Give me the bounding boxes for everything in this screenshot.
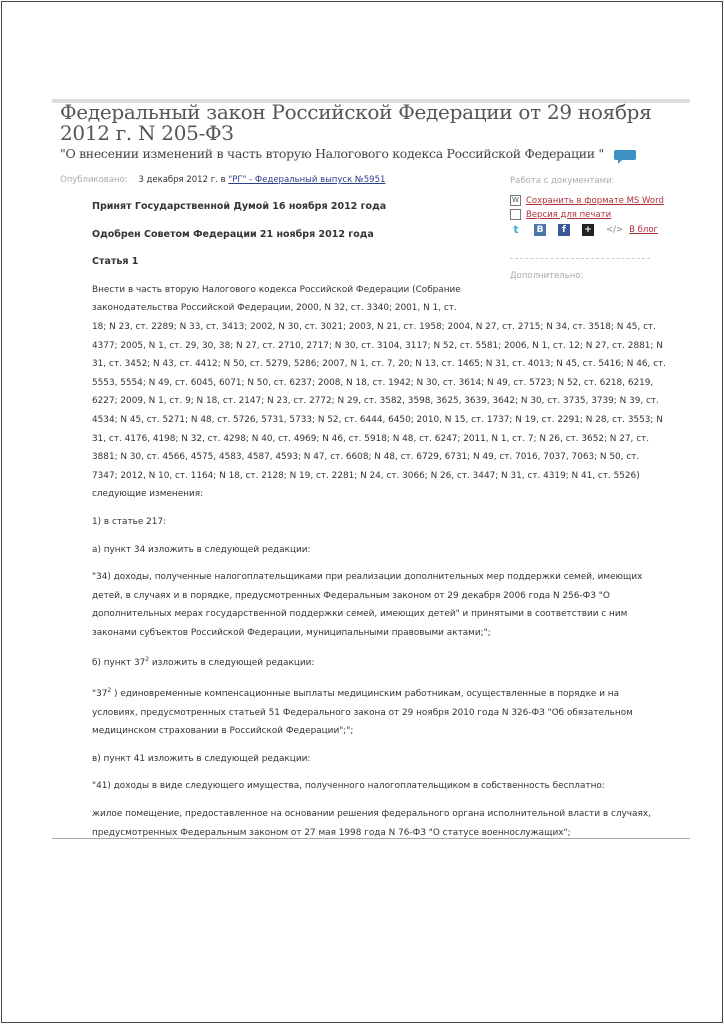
paragraph-intro xyxy=(92,281,667,504)
save-word-link[interactable]: Сохранить в формате MS Word xyxy=(526,195,664,206)
item-b-post: изложить в следующей редакции: xyxy=(149,658,315,669)
item-b-pre: б) пункт 37 xyxy=(92,658,146,669)
article-heading: Статья 1 xyxy=(92,256,139,268)
item-b-text-pre: "37 xyxy=(92,689,108,699)
embed-icon: </> xyxy=(606,225,624,235)
sup: 2 xyxy=(145,656,150,664)
blog-link[interactable]: В блог xyxy=(629,225,658,235)
comment-icon[interactable] xyxy=(614,150,636,160)
print-version-link[interactable]: Версия для печати xyxy=(526,209,612,220)
housing-text: жилое помещение, предоставленное на основании решения федерального органа исполнительной власти в случаях, предусмотренных Федеральным законом от 27 мая 1998 года N 76-ФЗ "О статусе военнослужащих"; xyxy=(92,808,651,838)
item-b-text-post: ) единовременные компенсационные выплаты медицинским работникам, осуществленные в порядке и на условиях, предусмотренных статьей 51 Федерального закона от 29 ноября 2010 года N 326-ФЗ "Об обязательном медицинском страховании в Российской Федерации";"; xyxy=(92,689,633,737)
page-title: Федеральный закон Российской Федерации от 29 ноября 2012 г. N 205-ФЗ xyxy=(60,100,652,145)
twitter-icon[interactable]: t xyxy=(513,223,519,236)
page-subtitle xyxy=(60,146,636,161)
plus-icon[interactable]: + xyxy=(582,224,594,236)
word-icon: W xyxy=(510,195,521,206)
published-line xyxy=(60,175,385,185)
vkontakte-icon[interactable]: B xyxy=(534,224,546,236)
adopted-line: Принят Государственной Думой 16 ноября 2012 года xyxy=(92,201,387,212)
item-v: в) пункт 41 изложить в следующей редакции: xyxy=(92,753,311,764)
item-b xyxy=(92,651,667,673)
extra-heading: Дополнительно: xyxy=(510,271,584,281)
intro-start: Внести в часть вторую Налогового кодекса Российской Федерации (Собрание законодательства Российской Федерации, 2000, N 32, ст. 3340; 2001, N 1, ст. xyxy=(92,284,461,314)
source-link[interactable]: "РГ" - Федеральный выпуск №5951 xyxy=(228,175,386,185)
documents-heading: Работа с документами: xyxy=(510,176,615,186)
law-text xyxy=(92,195,667,851)
approved-line: Одобрен Советом Федерации 21 ноября 2012 года xyxy=(92,228,374,240)
item-b-text xyxy=(92,682,667,741)
item-v-text: "41) доходы в виде следующего имущества, полученного налогоплательщиком в собственность бесплатно: xyxy=(92,781,605,792)
item-1: 1) в статье 217: xyxy=(92,516,167,527)
item-a-text: "34) доходы, полученные налогоплательщиками при реализации дополнительных мер поддержки семей, имеющих детей, в случаях и в порядке, предусмотренных Федеральным законом от 29 декабря 2006 года N 256-ФЗ "О дополнительных мерах государственной поддержки семей, имеющих детей" и принятыми в соответствии с ним законами субъектов Российской Федерации, муниципальными правовыми актами;"; xyxy=(92,572,643,638)
facebook-icon[interactable]: f xyxy=(558,224,570,236)
published-label: Опубликовано: xyxy=(60,175,128,185)
intro-rest: 18; N 23, ст. 2289; N 33, ст. 3413; 2002, N 30, ст. 3021; 2003, N 21, ст. 1958; 2004, N 27, ст. 2715; N 34, ст. 3518; N 45, ст. 4377; 2005, N 1, ст. 29, 30, 38; N 27, ст. 2710, 2717; N 30, ст. 3104, 3117; N 52, ст. 5581; 2006, N 1, ст. 12; N 27, ст. 2881; N 31, ст. 3452; N 43, ст. 4412; N 50, ст. 5279, 5286; 2007, N 1, ст. 7, 20; N 13, ст. 1465; N 31, ст. 4013; N 45, ст. 5416; N 46, ст. 5553, 5554; N 49, ст. 6045, 6071; N 50, ст. 6237; 2008, N 18, ст. 1942; N 30, ст. 3614; N 49, ст. 5723; N 52, ст. 6218, 6219, 6227; 2009, N 1, ст. 9; N 18, ст. 2147; N 23, ст. 2772; N 29, ст. 3582, 3598, 3625, 3639, 3642; N 30, ст. 3735, 3739; N 39, ст. 4534; N 45, ст. 5271; N 48, ст. 5726, 5731, 5733; N 52, ст. 6444, 6450; 2010, N 15, ст. 1737; N 19, ст. 2291; N 28, ст. 3553; N 31, ст. 4176, 4198; N 32, ст. 4298; N 40, ст. 4969; N 46, ст. 5918; N 48, ст. 6247; 2011, N 1, ст. 7; N 26, ст. 3652; N 27, ст. 3881; N 30, ст. 4566, 4575, 4583, 4587, 4593; N 47, ст. 6608; N 48, ст. 6729, 6731; N 49, ст. 7016, 7037, 7063; N 50, ст. 7347; 2012, N 10, ст. 1164; N 18, ст. 2128; N 19, ст. 2281; N 24, ст. 3066; N 26, ст. 3447; N 31, ст. 4319; N 41, ст. 5526) следующие изменения: xyxy=(92,321,667,500)
sup: 2 xyxy=(107,687,112,695)
subtitle-text: "О внесении изменений в часть вторую Налогового кодекса Российской Федерации " xyxy=(60,146,604,161)
bottom-divider xyxy=(52,838,690,839)
item-a: а) пункт 34 изложить в следующей редакции: xyxy=(92,544,311,555)
published-date: 3 декабря 2012 г. в xyxy=(138,175,226,185)
